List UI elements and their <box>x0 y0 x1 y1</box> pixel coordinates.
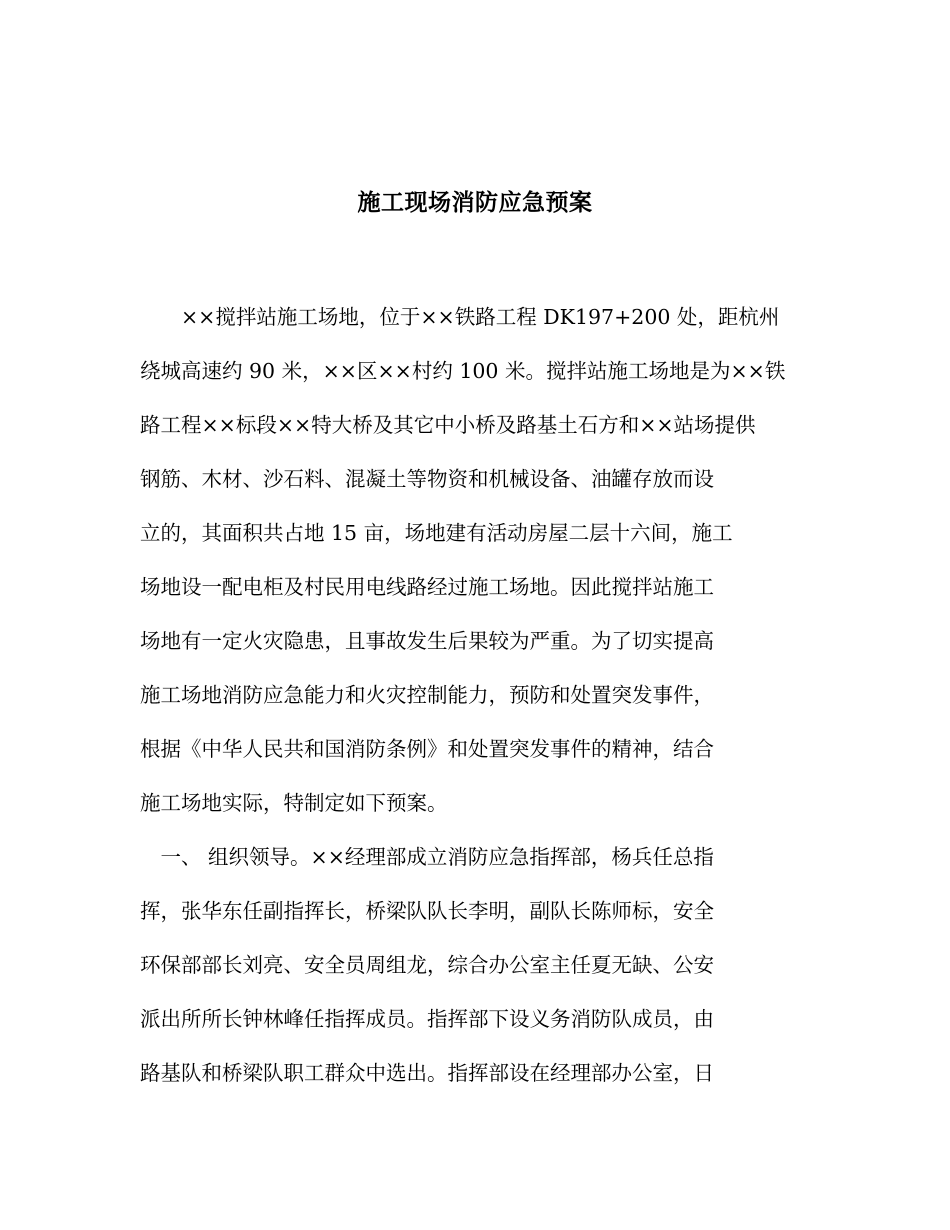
document-body <box>140 290 815 1100</box>
body-line: 路工程××标段××特大桥及其它中小桥及路基土石方和××站场提供 <box>140 413 756 437</box>
body-line: 派出所所长钟林峰任指挥成员。指挥部下设义务消防队成员，由 <box>140 1007 714 1031</box>
body-line: 施工场地实际，特制定如下预案。 <box>140 791 448 815</box>
body-line: 一、 组织领导。××经理部成立消防应急指挥部，杨兵任总指 <box>140 845 714 869</box>
body-line: 立的，其面积共占地 15 亩，场地建有活动房屋二层十六间，施工 <box>140 521 733 545</box>
body-line: 场地设一配电柜及村民用电线路经过施工场地。因此搅拌站施工 <box>140 575 714 599</box>
body-line: 挥，张华东任副指挥长，桥梁队队长李明，副队长陈师标，安全 <box>140 899 714 923</box>
body-line: 路基队和桥梁队职工群众中选出。指挥部设在经理部办公室，日 <box>140 1061 714 1085</box>
document-title: 施工现场消防应急预案 <box>357 189 593 216</box>
body-line: 根据《中华人民共和国消防条例》和处置突发事件的精神，结合 <box>140 737 714 761</box>
body-line: 环保部部长刘亮、安全员周组龙，综合办公室主任夏无缺、公安 <box>140 953 714 977</box>
body-line: 施工场地消防应急能力和火灾控制能力，预防和处置突发事件， <box>140 683 714 707</box>
body-line: 钢筋、木材、沙石料、混凝土等物资和机械设备、油罐存放而设 <box>140 467 714 491</box>
body-line: ××搅拌站施工场地，位于××铁路工程 DK197+200 处，距杭州 <box>140 305 780 329</box>
body-line: 绕城高速约 90 米，××区××村约 100 米。搅拌站施工场地是为××铁 <box>140 359 786 383</box>
body-line: 场地有一定火灾隐患，且事故发生后果较为严重。为了切实提高 <box>140 629 714 653</box>
